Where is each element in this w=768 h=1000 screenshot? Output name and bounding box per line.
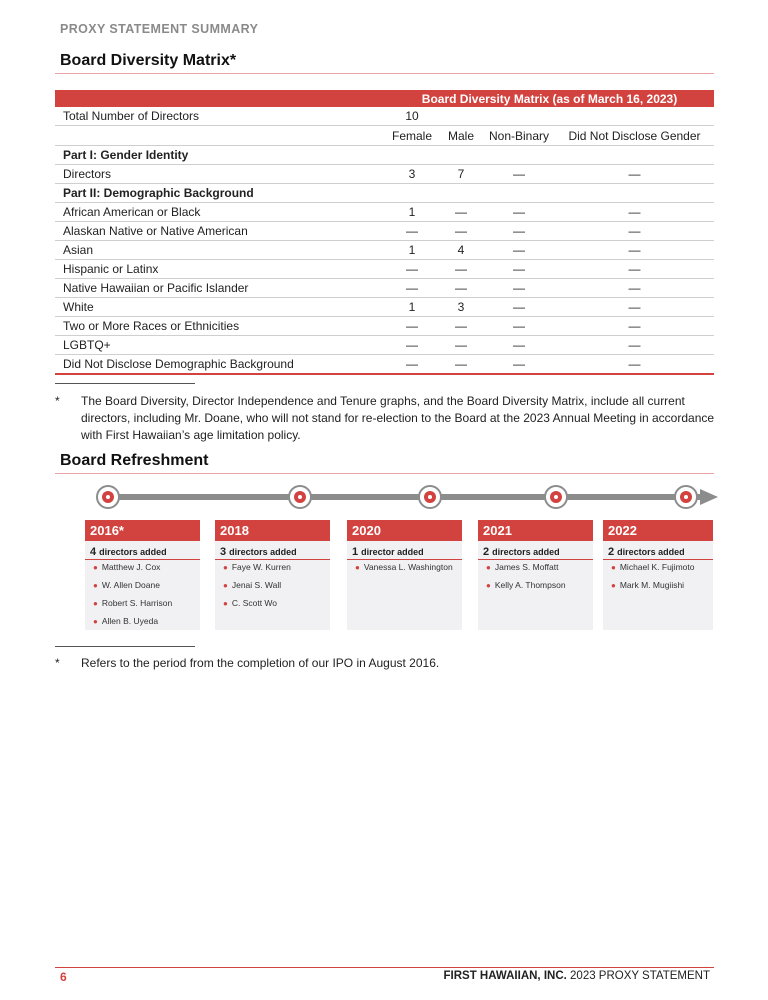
cell-value: 4	[439, 241, 483, 260]
footer-title	[444, 970, 710, 982]
cell-value: 1	[385, 203, 439, 222]
part-heading: Part II: Demographic Background	[55, 184, 714, 203]
footnote-text: Refers to the period from the completion of our IPO in August 2016.	[81, 656, 440, 670]
director-list	[85, 560, 200, 632]
cell-value: 1	[385, 241, 439, 260]
bullet-icon: ●	[486, 581, 491, 590]
timeline-marker	[419, 486, 441, 508]
refreshment-card-2021	[478, 520, 593, 630]
director-list	[603, 560, 713, 596]
director-list	[478, 560, 593, 596]
cell-value: —	[385, 317, 439, 336]
timeline-marker	[97, 486, 119, 508]
list-item: ● C. Scott Wo	[223, 598, 278, 608]
cell-value: —	[439, 317, 483, 336]
bullet-icon: ●	[611, 581, 616, 590]
cell-value: —	[483, 222, 555, 241]
timeline-arrow-icon	[700, 489, 718, 505]
list-item: ● Robert S. Harrison	[93, 598, 173, 608]
director-list	[347, 560, 462, 578]
table-row	[55, 355, 714, 375]
footnote-marker: *	[55, 656, 60, 670]
cell-value: —	[483, 317, 555, 336]
list-item: ● Kelly A. Thompson	[486, 580, 566, 590]
footnote-marker: *	[55, 394, 60, 408]
list-item: ● W. Allen Doane	[93, 580, 160, 590]
row-label: Native Hawaiian or Pacific Islander	[55, 279, 385, 298]
row-label: Asian	[55, 241, 385, 260]
column-header: Did Not Disclose Gender	[555, 126, 714, 146]
bullet-icon: ●	[223, 563, 228, 572]
refreshment-card-2016	[85, 520, 200, 630]
cell-value: 3	[385, 165, 439, 184]
cell-value: —	[483, 260, 555, 279]
cell-value: —	[555, 298, 714, 317]
card-year: 2016*	[85, 520, 200, 541]
cell-value: 1	[385, 298, 439, 317]
cell-value: —	[555, 222, 714, 241]
refreshment-card-2018	[215, 520, 330, 630]
cell-value: —	[385, 279, 439, 298]
bullet-icon: ●	[486, 563, 491, 572]
card-year: 2021	[478, 520, 593, 541]
card-count-label: directors added	[617, 547, 685, 557]
footer-rule	[55, 967, 714, 968]
table-row	[55, 241, 714, 260]
cell-value: —	[439, 260, 483, 279]
table-row	[55, 222, 714, 241]
card-count-label: directors added	[229, 547, 297, 557]
row-label: Alaskan Native or Native American	[55, 222, 385, 241]
cell-value: —	[555, 279, 714, 298]
card-count-label: directors added	[492, 547, 560, 557]
section-label: PROXY STATEMENT SUMMARY	[60, 22, 259, 36]
bullet-icon: ●	[355, 563, 360, 572]
timeline-marker	[289, 486, 311, 508]
cell-value: 3	[439, 298, 483, 317]
card-year: 2018	[215, 520, 330, 541]
bullet-icon: ●	[223, 581, 228, 590]
row-label: Two or More Races or Ethnicities	[55, 317, 385, 336]
refreshment-card-2022	[603, 520, 713, 630]
cell-value: —	[555, 336, 714, 355]
company-name: FIRST HAWAIIAN, INC.	[443, 970, 567, 982]
bullet-icon: ●	[223, 599, 228, 608]
list-item: ● Michael K. Fujimoto	[611, 562, 695, 572]
matrix-title: Board Diversity Matrix (as of March 16, 2023)	[385, 90, 714, 107]
cell-value: —	[483, 279, 555, 298]
refreshment-footnote	[55, 655, 720, 673]
column-header: Non-Binary	[483, 126, 555, 146]
part-heading: Part I: Gender Identity	[55, 146, 714, 165]
refreshment-card-2020	[347, 520, 462, 630]
total-directors-value: 10	[385, 107, 439, 126]
list-item: ● Faye W. Kurren	[223, 562, 291, 572]
page-number: 6	[60, 970, 67, 984]
cell-value: —	[555, 260, 714, 279]
card-count: 2	[608, 546, 615, 558]
table-row	[55, 203, 714, 222]
cell-value: —	[555, 317, 714, 336]
document-name: 2023 PROXY STATEMENT	[570, 970, 710, 982]
board-diversity-matrix	[55, 90, 714, 375]
table-row	[55, 279, 714, 298]
total-directors-label: Total Number of Directors	[55, 107, 385, 126]
card-count-label: directors added	[99, 547, 167, 557]
cell-value: —	[483, 241, 555, 260]
footnote-text: The Board Diversity, Director Independence and Tenure graphs, and the Board Diversity Matrix, include all current directors, including Mr. Doane, who will not stand for re-election to the Board at the 2023 Annual Meeting in accordance with First Hawaiian’s age limitation policy.	[81, 394, 715, 442]
heading-rule	[55, 473, 714, 474]
matrix-heading: Board Diversity Matrix*	[60, 52, 237, 69]
cell-value: —	[439, 279, 483, 298]
column-header: Male	[439, 126, 483, 146]
cell-value: 7	[439, 165, 483, 184]
card-count: 3	[220, 546, 227, 558]
timeline-marker	[675, 486, 697, 508]
cell-value: —	[385, 222, 439, 241]
card-count: 2	[483, 546, 490, 558]
row-label: Did Not Disclose Demographic Background	[55, 355, 385, 375]
cell-value: —	[439, 355, 483, 375]
cell-value: —	[439, 336, 483, 355]
bullet-icon: ●	[93, 617, 98, 626]
cell-value: —	[483, 298, 555, 317]
timeline-bar	[108, 494, 702, 500]
cell-value: —	[555, 165, 714, 184]
bullet-icon: ●	[93, 563, 98, 572]
row-label: African American or Black	[55, 203, 385, 222]
card-year: 2022	[603, 520, 713, 541]
list-item: ● Allen B. Uyeda	[93, 616, 159, 626]
cell-value: —	[385, 260, 439, 279]
heading-rule	[55, 73, 714, 74]
bullet-icon: ●	[93, 581, 98, 590]
list-item: ● Vanessa L. Washington	[355, 562, 453, 572]
cell-value: —	[439, 203, 483, 222]
row-label: White	[55, 298, 385, 317]
cell-value: —	[439, 222, 483, 241]
refreshment-heading: Board Refreshment	[60, 452, 209, 469]
card-count: 1	[352, 546, 359, 558]
row-label: Directors	[55, 165, 385, 184]
list-item: ● Matthew J. Cox	[93, 562, 161, 572]
cell-value: —	[385, 336, 439, 355]
table-row	[55, 317, 714, 336]
cell-value: —	[483, 355, 555, 375]
table-row	[55, 298, 714, 317]
table-row	[55, 260, 714, 279]
footnote-divider	[55, 646, 195, 647]
column-header: Female	[385, 126, 439, 146]
card-count-label: director added	[361, 547, 424, 557]
timeline-marker	[545, 486, 567, 508]
card-year: 2020	[347, 520, 462, 541]
list-item: ● Jenai S. Wall	[223, 580, 282, 590]
footnote-divider	[55, 383, 195, 384]
cell-value: —	[555, 241, 714, 260]
cell-value: —	[483, 336, 555, 355]
cell-value: —	[483, 203, 555, 222]
bullet-icon: ●	[93, 599, 98, 608]
row-label: Hispanic or Latinx	[55, 260, 385, 279]
table-row	[55, 165, 714, 184]
table-row	[55, 336, 714, 355]
bullet-icon: ●	[611, 563, 616, 572]
list-item: ● James S. Moffatt	[486, 562, 559, 572]
list-item: ● Mark M. Mugiishi	[611, 580, 685, 590]
card-count: 4	[90, 546, 97, 558]
timeline	[0, 480, 768, 516]
cell-value: —	[555, 203, 714, 222]
cell-value: —	[385, 355, 439, 375]
row-label: LGBTQ+	[55, 336, 385, 355]
cell-value: —	[483, 165, 555, 184]
matrix-footnote	[55, 393, 720, 445]
cell-value: —	[555, 355, 714, 375]
director-list	[215, 560, 330, 614]
